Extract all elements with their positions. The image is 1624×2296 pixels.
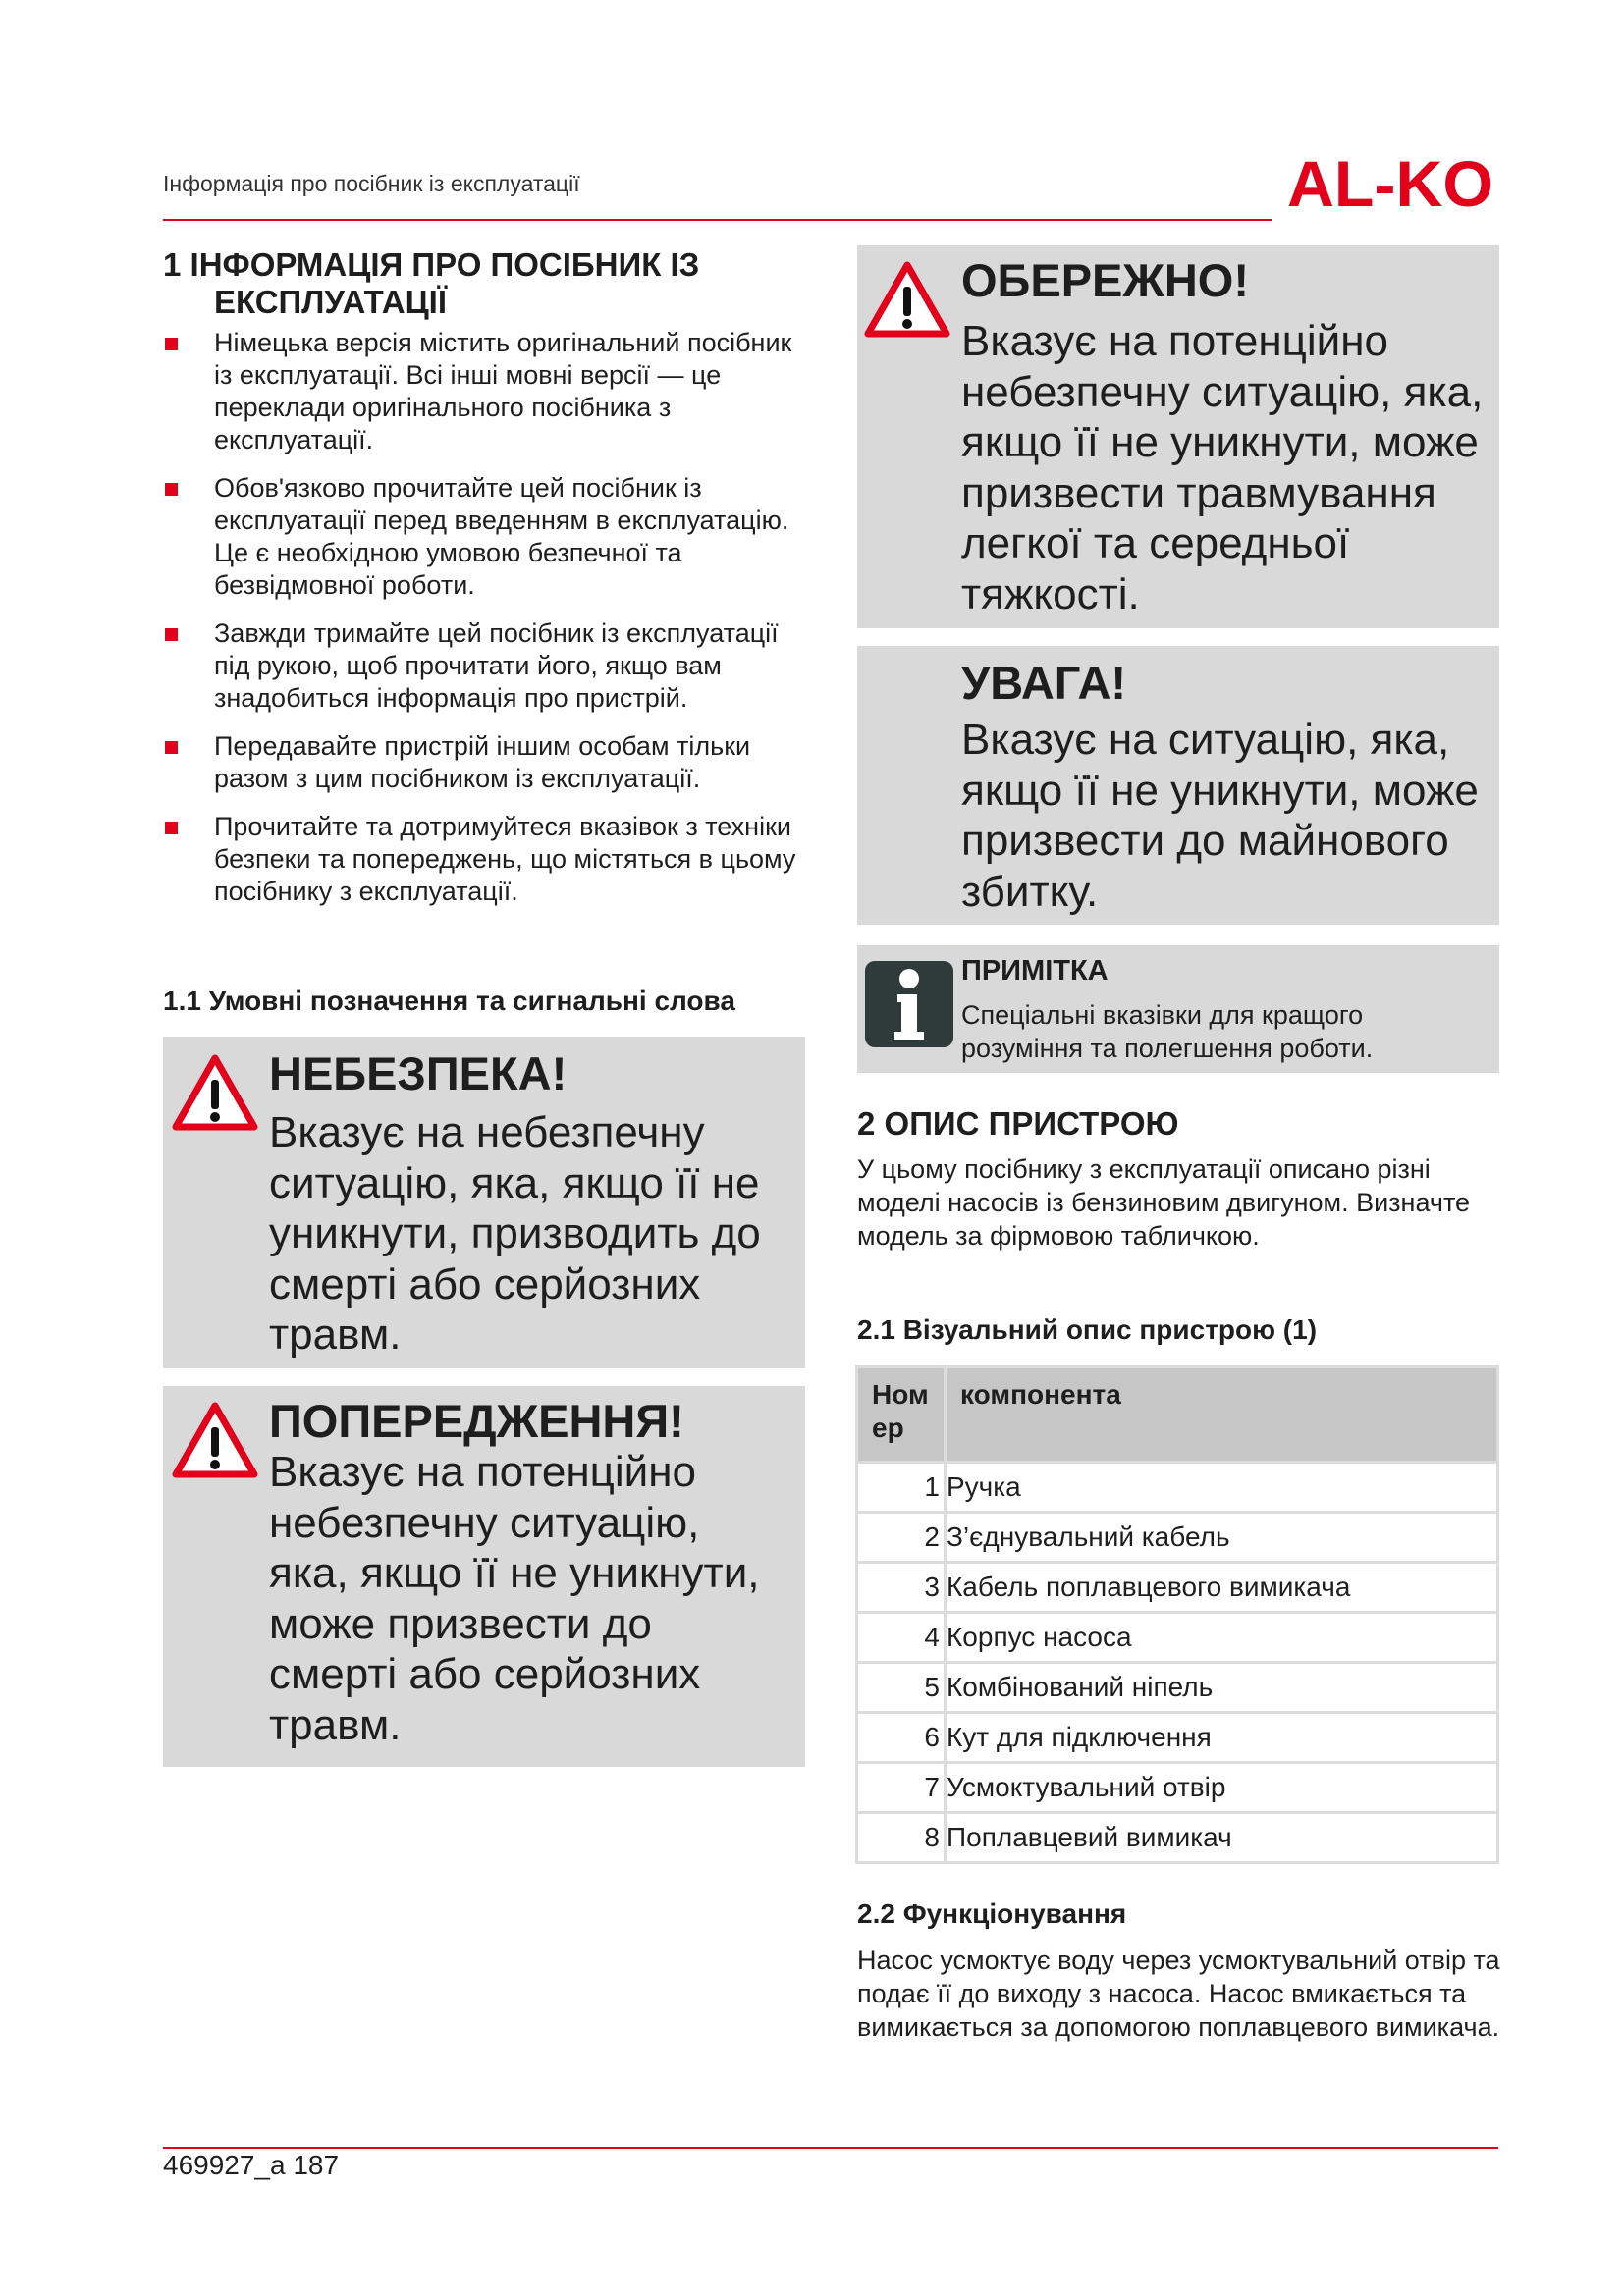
section-2-1-heading: 2.1 Візуальний опис пристрою (1) [857,1314,1318,1345]
table-row [857,1463,1498,1513]
warning-text: Вказує на потенційно небезпечну ситуацію, яка, якщо її не уникнути, може призвести до смерті або серйозних травм. [269,1448,760,1749]
row-component: Поплавцевий вимикач [946,1813,1498,1863]
table-row [857,1763,1498,1813]
warning-title: ПОПЕРЕДЖЕННЯ! [269,1395,684,1447]
attention-text: Вказує на ситуацію, яка, якщо її не уникнути, може призвести до майнового збитку. [961,716,1479,916]
section-2-2-heading: 2.2 Функціонування [857,1898,1127,1929]
table-row [857,1613,1498,1663]
list-item: Німецька версія містить оригінальний посібник із експлуатації. Всі інші мовні версії — це переклади оригінального посібника з експлуатації. [163,327,811,456]
row-number: 8 [857,1813,946,1863]
danger-box [163,1037,805,1368]
row-component: Кут для підключення [946,1713,1498,1763]
note-box [857,945,1499,1073]
row-number: 1 [857,1463,946,1513]
manual-info-list [163,327,811,924]
section-1-1-heading: 1.1 Умовні позначення та сигнальні слова [163,986,735,1016]
danger-title: НЕБЕЗПЕКА! [269,1047,568,1099]
row-component: Кабель поплавцевого вимикача [946,1563,1498,1613]
warning-triangle-icon [171,1400,259,1480]
caution-title: ОБЕРЕЖНО! [961,254,1250,306]
alko-logo [1284,151,1496,214]
list-item: Завжди тримайте цей посібник із експлуатації під рукою, щоб прочитати його, якщо вам знадобиться інформація про пристрій. [163,617,811,715]
note-text: Спеціальні вказівки для кращого розуміння та полегшення роботи. [961,1000,1374,1063]
row-number: 5 [857,1663,946,1713]
list-item: Обов'язково прочитайте цей посібник із експлуатації перед введенням в експлуатацію. Це є необхідною умовою безпечної та безвідмовної роботи. [163,472,811,602]
component-table [855,1365,1499,1864]
warning-triangle-icon [171,1052,259,1133]
bullet-square-icon [165,338,178,350]
section-2-2-text: Насос усмоктує воду через усмоктувальний отвір та подає її до виходу з насоса. Насос вмикається та вимикається за допомогою поплавцевого вимикача. [857,1946,1500,2042]
bullet-square-icon [165,628,178,641]
info-icon [865,961,953,1047]
row-component: Комбінований ніпель [946,1663,1498,1713]
row-component: З’єднувальний кабель [946,1513,1498,1563]
table-header-row [857,1367,1498,1463]
section-2-heading: 2 ОПИС ПРИСТРОЮ [857,1105,1179,1142]
row-number: 6 [857,1713,946,1763]
row-component: Ручка [946,1463,1498,1513]
attention-title: УВАГА! [961,657,1127,709]
column-header-number: Номер [857,1367,946,1463]
section-1-heading-line1: 1 ІНФОРМАЦІЯ ПРО ПОСІБНИК ІЗ [163,246,700,283]
bullet-square-icon [165,741,178,754]
bullet-square-icon [165,483,178,496]
row-number: 3 [857,1563,946,1613]
caution-box [857,245,1499,628]
footer-doc-number: 469927_a 187 [163,2150,340,2180]
caution-text: Вказує на потенційно небезпечну ситуацію, яка, якщо її не уникнути, може призвести травмування легкої та середньої тяжкості. [961,317,1484,618]
warning-triangle-icon [863,259,951,340]
section-1-heading [163,246,699,321]
row-component: Усмоктувальний отвір [946,1763,1498,1813]
warning-box [163,1386,805,1767]
row-number: 7 [857,1763,946,1813]
footer-divider [163,2147,1498,2149]
danger-text: Вказує на небезпечну ситуацію, яка, якщо її не уникнути, призводить до смерті або серйозних травм. [269,1108,761,1359]
note-title: ПРИМІТКА [961,955,1109,987]
column-header-component: компонента [946,1367,1498,1463]
attention-box [857,646,1499,925]
table-row [857,1663,1498,1713]
header-divider [163,219,1272,221]
list-item: Прочитайте та дотримуйтеся вказівок з техніки безпеки та попереджень, що містяться в цьому посібнику з експлуатації. [163,811,811,908]
table-row [857,1713,1498,1763]
bullet-square-icon [165,822,178,834]
row-number: 4 [857,1613,946,1663]
row-number: 2 [857,1513,946,1563]
table-row [857,1563,1498,1613]
section-2-intro: У цьому посібнику з експлуатації описано різні моделі насосів із бензиновим двигуном. Визначте модель за фірмовою табличкою. [857,1154,1471,1251]
section-1-heading-line2: ЕКСПЛУАТАЦІЇ [214,284,447,320]
logo-text: AL-KO [1287,151,1493,214]
row-component: Корпус насоса [946,1613,1498,1663]
table-row [857,1813,1498,1863]
running-header: Інформація про посібник із експлуатації [163,171,580,196]
table-row [857,1513,1498,1563]
list-item: Передавайте пристрій іншим особам тільки разом з цим посібником із експлуатації. [163,730,811,795]
